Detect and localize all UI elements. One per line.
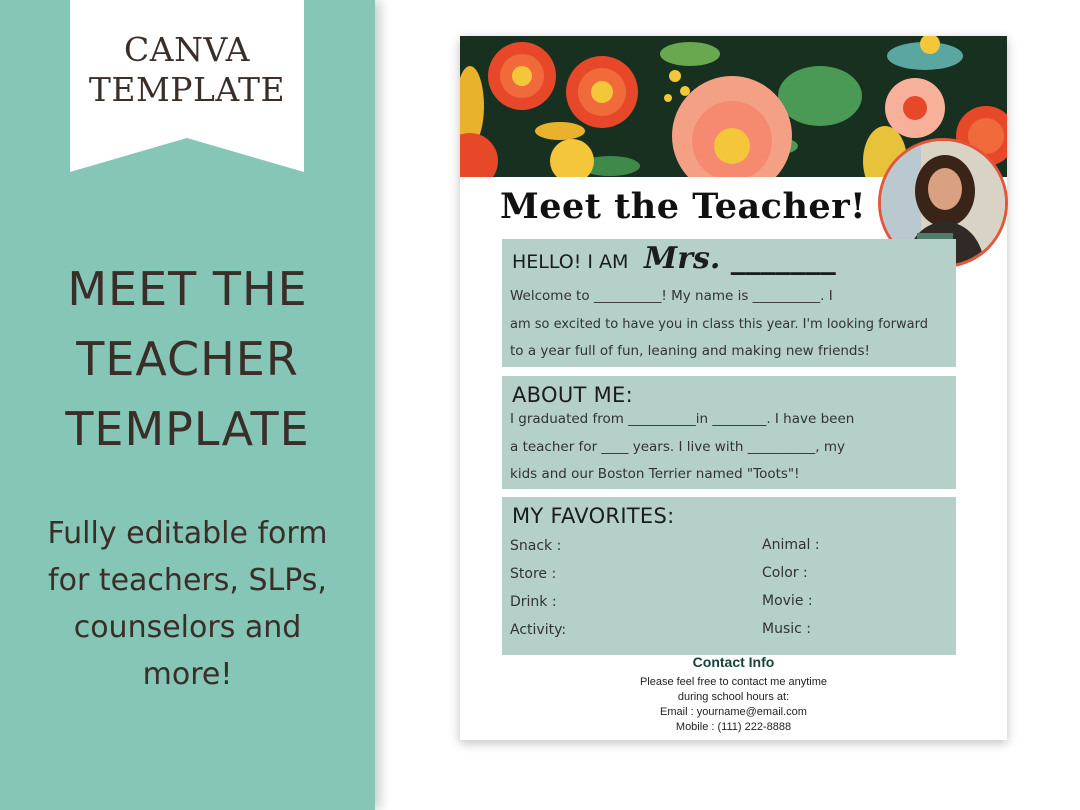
contact-mobile: Mobile : (111) 222-8888 <box>675 721 792 733</box>
contact-email: Email : yourname@email.com <box>660 706 807 718</box>
about-paragraph <box>510 406 952 489</box>
side-subtitle <box>0 510 375 698</box>
banner-line-2: TEMPLATE <box>88 70 286 109</box>
welcome-line-3: to a year full of fun, leaning and making new friends! <box>510 343 870 359</box>
hello-label: HELLO! I AM <box>512 251 629 273</box>
fav-store: Store : <box>510 566 557 582</box>
welcome-paragraph <box>510 283 952 366</box>
fav-color: Color : <box>762 565 808 581</box>
fav-activity: Activity: <box>510 622 567 638</box>
fav-animal: Animal : <box>762 537 820 553</box>
welcome-line-2: am so excited to have you in class this year. I'm looking forward <box>510 316 928 332</box>
side-sub-line-4: more! <box>142 657 233 692</box>
side-title <box>0 254 375 464</box>
contact-title: Contact Info <box>692 654 775 670</box>
side-sub-line-3: counselors and <box>73 610 302 645</box>
teacher-name-field: Mrs. _______ <box>644 241 836 276</box>
side-title-line-1: MEET THE <box>67 262 308 316</box>
about-line-2: a teacher for ____ years. I live with __________, my <box>510 438 845 455</box>
contact-line-2: during school hours at: <box>677 691 790 703</box>
fav-drink: Drink : <box>510 594 557 610</box>
about-line-1: I graduated from __________in ________. I have been <box>510 411 855 427</box>
side-panel <box>0 0 375 810</box>
favorites-section <box>502 497 956 655</box>
side-sub-line-2: for teachers, SLPs, <box>48 563 327 598</box>
document-title: Meet the Teacher! <box>500 186 867 227</box>
side-title-line-3: TEMPLATE <box>65 402 310 456</box>
side-sub-line-1: Fully editable form <box>47 516 328 551</box>
fav-snack: Snack : <box>510 538 562 554</box>
canva-banner <box>70 0 304 172</box>
hello-section <box>502 239 956 367</box>
banner-line-1: CANVA <box>124 30 250 69</box>
template-document <box>460 36 1007 740</box>
fav-movie: Movie : <box>762 593 813 609</box>
side-title-line-2: TEACHER <box>76 332 299 386</box>
about-line-3: kids and our Boston Terrier named "Toots"! <box>510 466 800 482</box>
about-heading: ABOUT ME: <box>512 383 633 407</box>
about-section <box>502 376 956 489</box>
welcome-line-1: Welcome to __________! My name is __________. I <box>510 288 833 304</box>
fav-music: Music : <box>762 621 811 637</box>
favorites-heading: MY FAVORITES: <box>512 504 675 528</box>
contact-line-1: Please feel free to contact me anytime <box>639 676 828 688</box>
